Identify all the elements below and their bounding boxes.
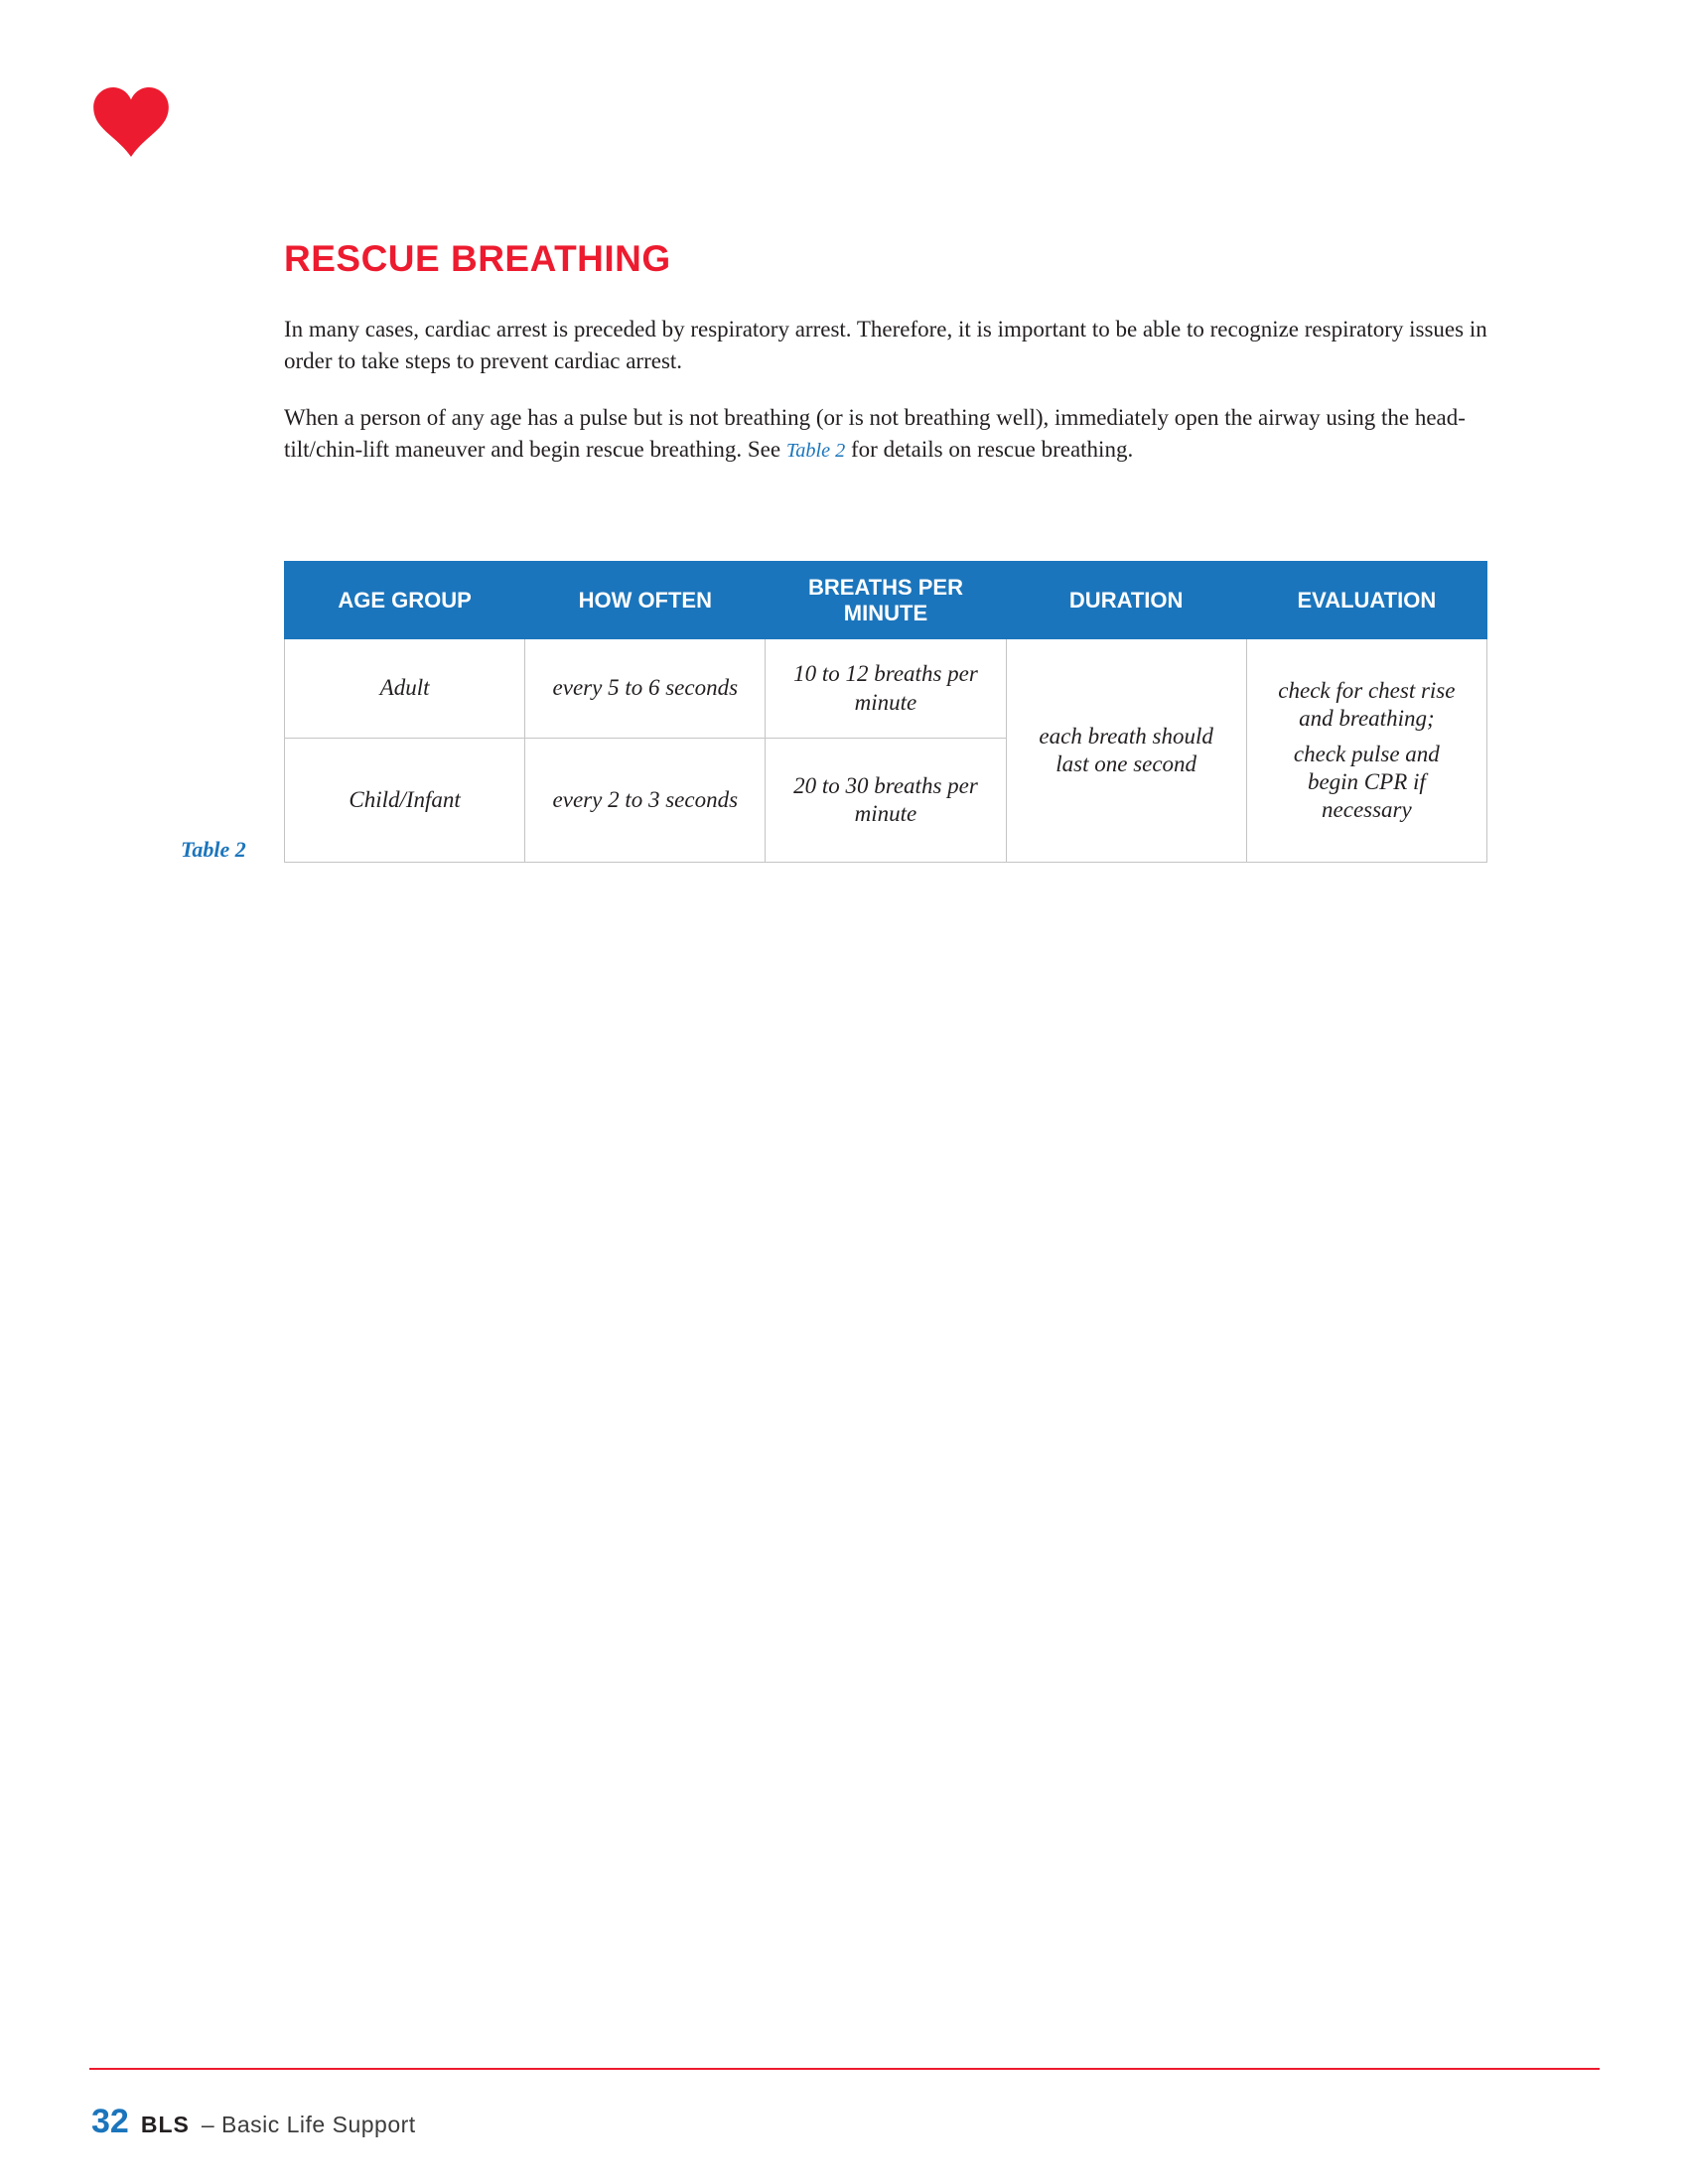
rescue-breathing-table	[284, 561, 1487, 863]
header-duration: DURATION	[1006, 562, 1246, 639]
cell-adult-breaths: 10 to 12 breaths per minute	[766, 639, 1006, 739]
paragraph-intro: In many cases, cardiac arrest is preceded by respiratory arrest. Therefore, it is important to be able to recognize respiratory issues in order to take steps to prevent cardiac arrest.	[284, 317, 1487, 373]
evaluation-line-1: check for chest rise and breathing;	[1278, 677, 1456, 731]
paragraph-instructions	[284, 402, 1487, 466]
footer	[91, 2103, 416, 2141]
heart-icon	[93, 87, 169, 157]
page-number: 32	[91, 2103, 129, 2140]
header-evaluation: EVALUATION	[1246, 562, 1486, 639]
evaluation-line-2: check pulse and begin CPR if necessary	[1293, 741, 1440, 823]
paragraph-instructions-text-before: When a person of any age has a pulse but is not breathing (or is not breathing well), immediately open the airway using the head-tilt/chin-lift maneuver and begin rescue breathing. See	[284, 405, 1466, 463]
cell-duration: each breath should last one second	[1006, 639, 1246, 863]
header-age-group: AGE GROUP	[285, 562, 525, 639]
table-header-row	[285, 562, 1487, 639]
table-2-link[interactable]: Table 2	[785, 440, 846, 463]
cell-adult-how-often: every 5 to 6 seconds	[525, 639, 766, 739]
section-title: RESCUE BREATHING	[284, 238, 671, 279]
table-row-adult	[285, 639, 1487, 739]
cell-child-age-group: Child/Infant	[285, 739, 525, 863]
footer-divider	[89, 2068, 1600, 2070]
paragraph-instructions-text-after: for details on rescue breathing.	[845, 437, 1134, 463]
footer-course-abbrev: BLS	[140, 2112, 190, 2137]
main-content	[284, 238, 1487, 491]
cell-evaluation	[1246, 639, 1486, 863]
table-caption: Table 2	[181, 837, 246, 862]
cell-adult-age-group: Adult	[285, 639, 525, 739]
cell-child-how-often: every 2 to 3 seconds	[525, 739, 766, 863]
header-breaths-per-minute: BREATHS PER MINUTE	[766, 562, 1006, 639]
rescue-breathing-table-wrap	[284, 561, 1487, 863]
header-how-often: HOW OFTEN	[525, 562, 766, 639]
footer-course-name: – Basic Life Support	[201, 2112, 416, 2137]
cell-child-breaths: 20 to 30 breaths per minute	[766, 739, 1006, 863]
